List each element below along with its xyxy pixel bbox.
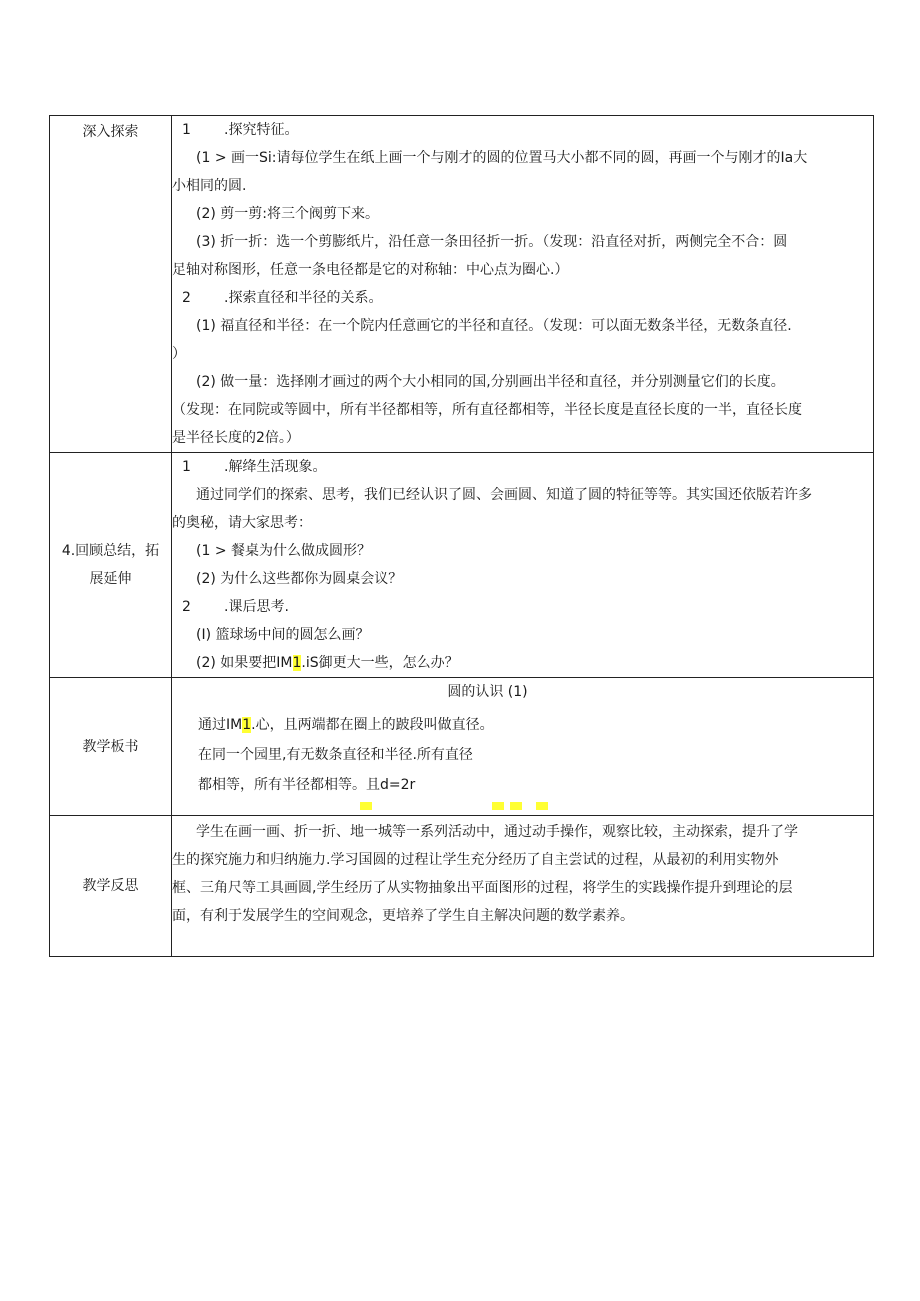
text-line: 面，有利于发展学生的空间观念，更培养了学生自主解决问题的数学素养。 bbox=[172, 908, 634, 924]
text-line: (I) 篮球场中间的圆怎么画？ bbox=[196, 627, 370, 643]
highlight-mark bbox=[510, 802, 522, 810]
text-line: 足轴对称图形，任意一条电径都是它的对称轴：中心点为圈心.） bbox=[172, 262, 569, 278]
row-label-line: 4.回顾总结，拓 bbox=[61, 543, 160, 559]
highlight-mark bbox=[360, 802, 372, 810]
text-line: (1 > 画一Si:请每位学生在纸上画一个与刚才的圆的位置马大小都不同的圆，再画一个与刚才的Ia大 bbox=[196, 150, 808, 166]
text-line: 的奥秘，请大家思考： bbox=[172, 515, 312, 531]
board-title: 圆的认识 (1) bbox=[447, 684, 528, 700]
row-content-reflection bbox=[172, 816, 874, 957]
text-line: (2) 做一量：选择刚才画过的两个大小相同的国,分别画出半径和直径，并分别测量它们的长度。 bbox=[196, 374, 785, 390]
text-line: (2) 如果要把IM1.iS御更大一些，怎么办？ bbox=[196, 655, 459, 671]
text-line: （发现：在同院或等圆中，所有半径都相等，所有直径都相等，半径长度是直径长度的一半，直径长度 bbox=[172, 402, 802, 418]
text-line: 框、三角尺等工具画圆,学生经历了从实物抽象出平面图形的过程，将学生的实践操作提升到理论的层 bbox=[172, 880, 793, 896]
highlighted-text: 1 bbox=[242, 717, 252, 733]
section-heading: 1 .解绛生活现象。 bbox=[182, 459, 327, 475]
text-line: (1) 福直径和半径：在一个院内任意画它的半径和直径。（发现：可以面无数条半径，无数条直径. bbox=[196, 318, 792, 334]
row-explore bbox=[50, 116, 874, 453]
board-line: 在同一个园里,有无数条直径和半径.所有直径 bbox=[198, 747, 473, 763]
board-line: 通过IM1.心，且两端都在圈上的跛段叫做直径。 bbox=[198, 717, 494, 733]
text-line: (2) 为什么这些都你为圆桌会议？ bbox=[196, 571, 403, 587]
text-line: 通过同学们的探索、思考，我们已经认识了圆、会画圆、知道了圆的特征等等。其实国还依版若许多 bbox=[196, 487, 812, 503]
text-line: 学生在画一画、折一折、地一城等一系列活动中，通过动手操作，观察比较，主动探索，提升了学 bbox=[196, 824, 798, 840]
lesson-plan-table bbox=[49, 115, 874, 957]
text-line: 生的探究施力和归纳施力.学习国圆的过程让学生充分经历了自主尝试的过程，从最初的利用实物外 bbox=[172, 852, 779, 868]
row-content-review bbox=[172, 453, 874, 678]
text-line: 小相同的圆. bbox=[172, 178, 247, 194]
row-content-board bbox=[172, 678, 874, 816]
row-reflection bbox=[50, 816, 874, 957]
text-line: 是半径长度的2倍。） bbox=[172, 430, 300, 446]
section-heading: 2 .探索直径和半径的关系。 bbox=[182, 290, 383, 306]
row-review bbox=[50, 453, 874, 678]
row-label-board: 教学板书 bbox=[50, 678, 172, 816]
board-line: 都相等，所有半径都相等。且d=2r bbox=[198, 777, 416, 793]
row-content-explore bbox=[172, 116, 874, 453]
text-line: ） bbox=[172, 346, 186, 362]
row-label-review bbox=[50, 453, 172, 678]
section-heading: 1 .探究特征。 bbox=[182, 122, 299, 138]
row-label-reflection: 教学反思 bbox=[50, 816, 172, 957]
section-heading: 2 .课后思考. bbox=[182, 599, 289, 615]
text-line: (1 > 餐桌为什么做成圆形？ bbox=[196, 543, 371, 559]
highlight-mark bbox=[492, 802, 504, 810]
row-label-line: 展延伸 bbox=[89, 571, 132, 587]
highlighted-text: 1 bbox=[292, 655, 302, 671]
row-board bbox=[50, 678, 874, 816]
row-label-explore: 深入探索 bbox=[50, 116, 172, 453]
highlight-marks bbox=[172, 800, 873, 810]
text-line: (2) 剪一剪:将三个阀剪下来。 bbox=[196, 206, 379, 222]
highlight-mark bbox=[536, 802, 548, 810]
text-line: (3) 折一折：选一个剪膨纸片，沿任意一条田径折一折。（发现：沿直径对折，两侧完全不合：圆 bbox=[196, 234, 788, 250]
